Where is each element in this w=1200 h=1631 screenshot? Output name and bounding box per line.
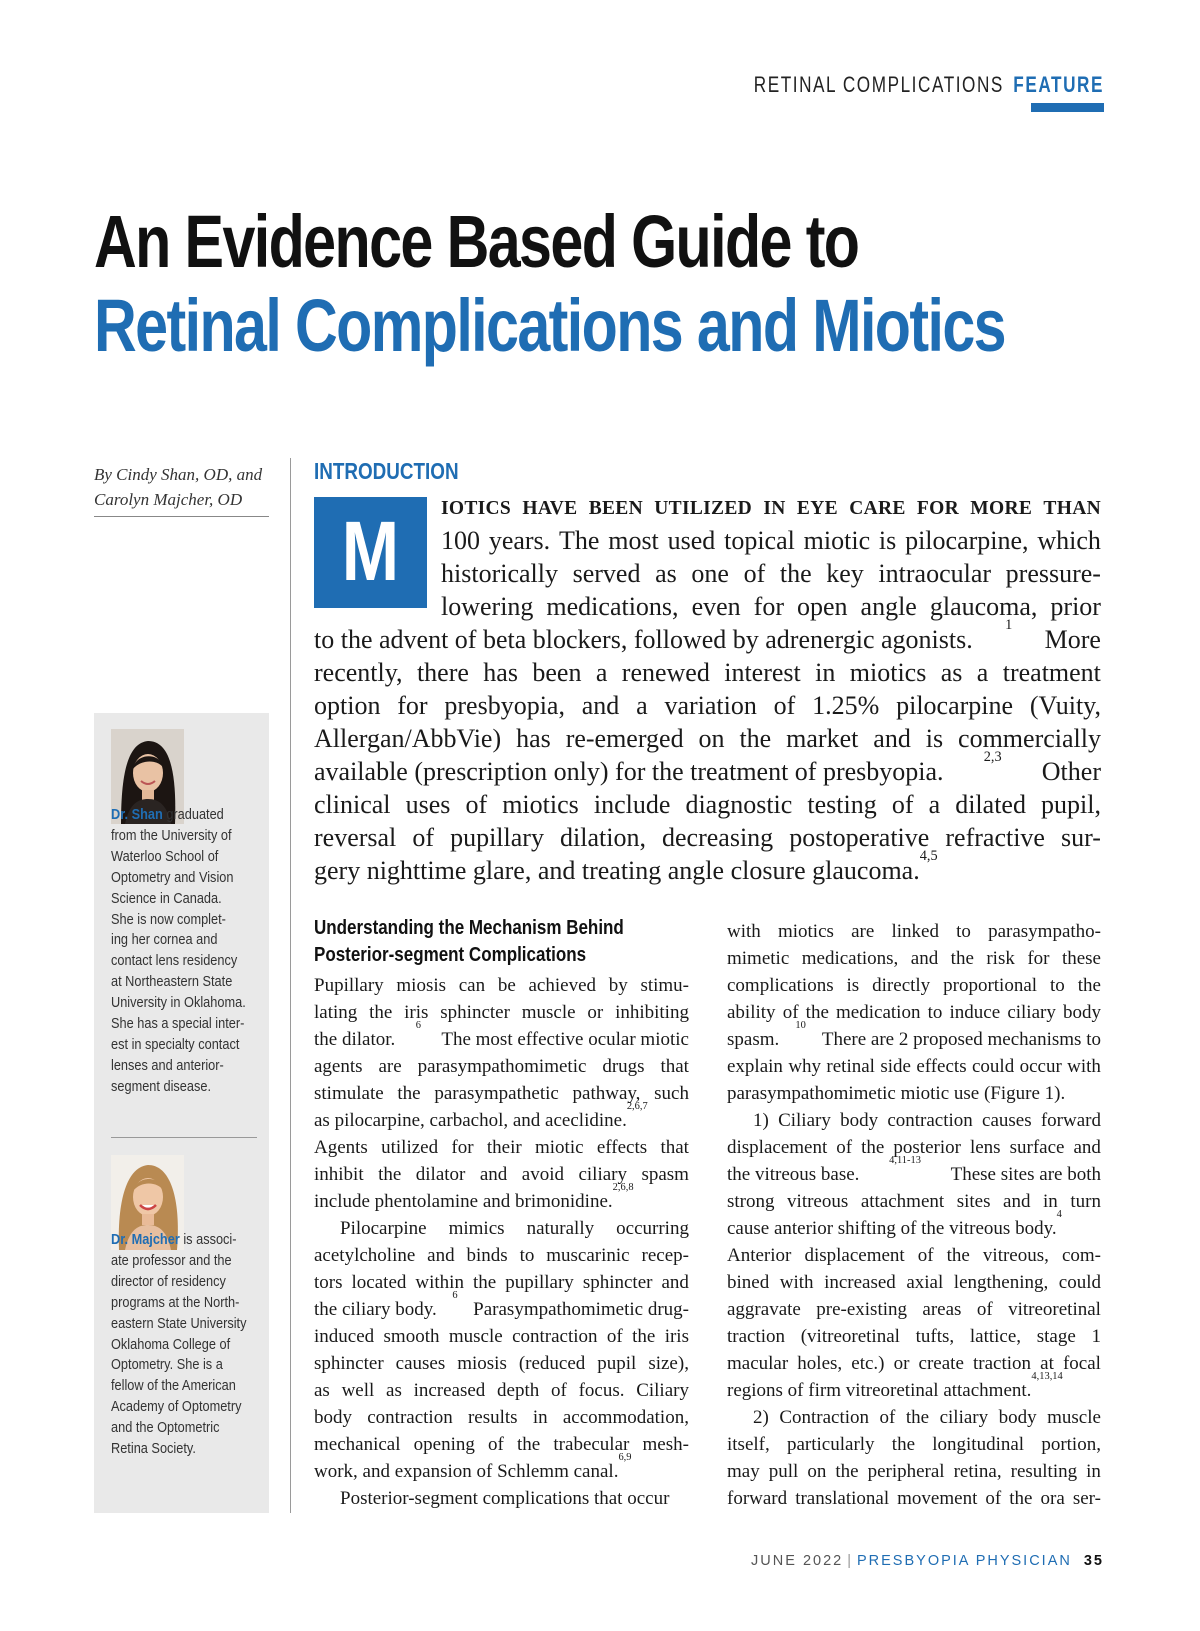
feature-underline [1031, 103, 1104, 112]
body-line: Agents utilized for their miotic effects that [314, 1137, 689, 1158]
body-text: Parasympathomimetic drug- [473, 1299, 689, 1320]
issue-date: JUNE 2022 [751, 1553, 844, 1569]
body-line: inhibit the dilator and avoid ciliary spasm [314, 1164, 689, 1185]
intro-text: available (prescription only) for the treatment of presbyopia. [314, 757, 944, 786]
citation: 2,3 [983, 749, 1002, 765]
citation: 6 [452, 1290, 458, 1301]
body-line: Posterior-segment complications that occur [340, 1488, 670, 1509]
body-line: acetylcholine and binds to muscarinic recep- [314, 1245, 689, 1266]
intro-line: IOTICS HAVE BEEN UTILIZED IN EYE CARE FOR MORE THAN [441, 498, 1101, 519]
body-text: The most effective ocular miotic [441, 1029, 689, 1050]
section-heading-line1: Understanding the Mechanism Behind [314, 917, 624, 939]
body-line [314, 1101, 689, 1134]
page-number: 35 [1083, 1553, 1104, 1569]
intro-line [314, 848, 1101, 886]
page-footer [751, 1553, 1104, 1569]
citation: 1 [1005, 617, 1013, 633]
intro-line: clinical uses of miotics include diagnostic testing of a dilated pupil, [314, 790, 1101, 819]
byline-line1: By Cindy Shan, OD, and [94, 465, 263, 484]
intro-text: gery nighttime glare, and treating angle closure glaucoma. [314, 856, 920, 885]
citation: 4,13,14 [1031, 1371, 1063, 1382]
body-text: the ciliary body. [314, 1299, 437, 1320]
dropcap [314, 497, 427, 608]
body-line: Anterior displacement of the vitreous, com- [727, 1245, 1101, 1266]
body-line [727, 1371, 1101, 1404]
running-head [754, 72, 1104, 98]
body-line [314, 1182, 689, 1215]
intro-line [314, 749, 1101, 787]
body-line: bined with increased axial lengthening, could [727, 1272, 1101, 1293]
bio-divider [111, 1137, 257, 1138]
intro-line [314, 617, 1101, 655]
bio-shan-text: graduated from the University of Waterloo School of Optometry and Vision Science in Canada. She is now complet- ing her cornea and contact lens residency at Northeastern State University in Oklahoma. She has a special inter- est in specialty contact lenses and anterior- segment disease. [111, 807, 246, 1095]
citation: 2,6,8 [612, 1182, 634, 1193]
body-line: as well as increased depth of focus. Ciliary [314, 1380, 689, 1401]
body-line: forward translational movement of the ora ser- [727, 1488, 1101, 1509]
magazine-name: PRESBYOPIA PHYSICIAN [856, 1553, 1072, 1569]
body-line: 1) Ciliary body contraction causes forward [753, 1110, 1101, 1131]
body-line: aggravate pre-existing areas of vitreoretinal [727, 1299, 1101, 1320]
bio-majcher-name: Dr. Majcher [111, 1232, 180, 1248]
body-line: Pilocarpine mimics naturally occurring [340, 1218, 689, 1239]
citation: 6 [415, 1020, 421, 1031]
body-line: sphincter causes miosis (reduced pupil size), [314, 1353, 689, 1374]
bio-majcher [111, 1230, 247, 1460]
body-line: Pupillary miosis can be achieved by stimu- [314, 975, 689, 996]
intro-text: Other [1041, 757, 1101, 786]
body-line: body contraction results in accommodation, [314, 1407, 689, 1428]
bio-shan-name: Dr. Shan [111, 807, 163, 823]
body-line [727, 1020, 1101, 1053]
bio-shan [111, 805, 246, 1098]
intro-line: 100 years. The most used topical miotic is pilocarpine, which [441, 526, 1101, 555]
section-heading-line2: Posterior-segment Complications [314, 944, 587, 966]
body-line: itself, particularly the longitudinal portion, [727, 1434, 1101, 1455]
body-line: mechanical opening of the trabecular mesh- [314, 1434, 689, 1455]
body-text: These sites are both [950, 1164, 1101, 1185]
citation: 2,6,7 [626, 1101, 648, 1112]
body-line: with miotics are linked to parasympatho- [727, 921, 1101, 942]
body-text: spasm. [727, 1029, 780, 1050]
section-label: RETINAL COMPLICATIONS [753, 72, 1004, 97]
citation: 10 [795, 1020, 806, 1031]
feature-label: FEATURE [1013, 72, 1104, 97]
body-text: the dilator. [314, 1029, 396, 1050]
body-line [727, 1155, 1101, 1188]
intro-line: Allergan/AbbVie) has re-emerged on the market and is commercially [314, 724, 1101, 753]
intro-line: lowering medications, even for open angle glaucoma, prior [441, 592, 1101, 621]
body-line: stimulate the parasympathetic pathway, such [314, 1083, 689, 1104]
article-title-line1: An Evidence Based Guide to [94, 200, 859, 283]
body-line [314, 1290, 689, 1323]
body-line: mimetic medications, and the risk for these [727, 948, 1101, 969]
intro-heading: INTRODUCTION [314, 458, 459, 484]
body-text: as pilocarpine, carbachol, and aceclidine. [314, 1110, 627, 1131]
body-line: complications is directly proportional to the [727, 975, 1101, 996]
body-line: ability of the medication to induce ciliary body [727, 1002, 1101, 1023]
byline-divider [94, 516, 269, 517]
body-line: lating the iris sphincter muscle or inhibiting [314, 1002, 689, 1023]
byline-line2: Carolyn Majcher, OD [94, 490, 243, 509]
article-title-line2: Retinal Complications and Miotics [94, 284, 1005, 367]
intro-text: to the advent of beta blockers, followed by adrenergic agonists. [314, 625, 973, 654]
body-line: strong vitreous attachment sites and in turn [727, 1191, 1101, 1212]
body-line [314, 1020, 689, 1053]
body-text: the vitreous base. [727, 1164, 860, 1185]
intro-line: recently, there has been a renewed interest in miotics as a treatment [314, 658, 1101, 687]
body-line: displacement of the posterior lens surface and [727, 1137, 1101, 1158]
citation: 4 [1056, 1209, 1062, 1220]
dropcap-letter: M [341, 504, 400, 598]
footer-separator: | [847, 1553, 853, 1569]
body-line: induced smooth muscle contraction of the iris [314, 1326, 689, 1347]
body-text: regions of firm vitreoretinal attachment. [727, 1380, 1032, 1401]
intro-line: option for presbyopia, and a variation of 1.25% pilocarpine (Vuity, [314, 691, 1101, 720]
body-line: macular holes, etc.) or create traction at focal [727, 1353, 1101, 1374]
body-line: may pull on the peripheral retina, resulting in [727, 1461, 1101, 1482]
body-text: cause anterior shifting of the vitreous body. [727, 1218, 1057, 1239]
column-divider [290, 458, 291, 1513]
author-bio-box [94, 713, 269, 1513]
intro-text: More [1044, 625, 1101, 654]
body-line: parasympathomimetic miotic use (Figure 1). [727, 1083, 1066, 1104]
body-line: agents are parasympathomimetic drugs that [314, 1056, 689, 1077]
intro-line: historically served as one of the key intraocular pressure- [441, 559, 1101, 588]
body-line: tors located within the pupillary sphincter and [314, 1272, 689, 1293]
citation: 4,5 [919, 848, 938, 864]
body-text: include phentolamine and brimonidine. [314, 1191, 613, 1212]
body-line: explain why retinal side effects could occur with [727, 1056, 1101, 1077]
citation: 4,11-13 [889, 1155, 921, 1166]
body-text: work, and expansion of Schlemm canal. [314, 1461, 619, 1482]
body-line: traction (vitreoretinal tufts, lattice, stage 1 [727, 1326, 1101, 1347]
body-line [314, 1452, 689, 1485]
bio-majcher-text: is associ- ate professor and the director of residency programs at the North- eastern State University Oklahoma College of Optometry. She is a fellow of the American Academy of Optometry and the Optometric Retina Society. [111, 1232, 247, 1458]
body-line [727, 1209, 1101, 1242]
byline [94, 462, 269, 512]
body-text: There are 2 proposed mechanisms to [821, 1029, 1101, 1050]
intro-line: reversal of pupillary dilation, decreasing postoperative refractive sur- [314, 823, 1101, 852]
citation: 6,9 [618, 1452, 632, 1463]
body-line: 2) Contraction of the ciliary body muscle [753, 1407, 1101, 1428]
